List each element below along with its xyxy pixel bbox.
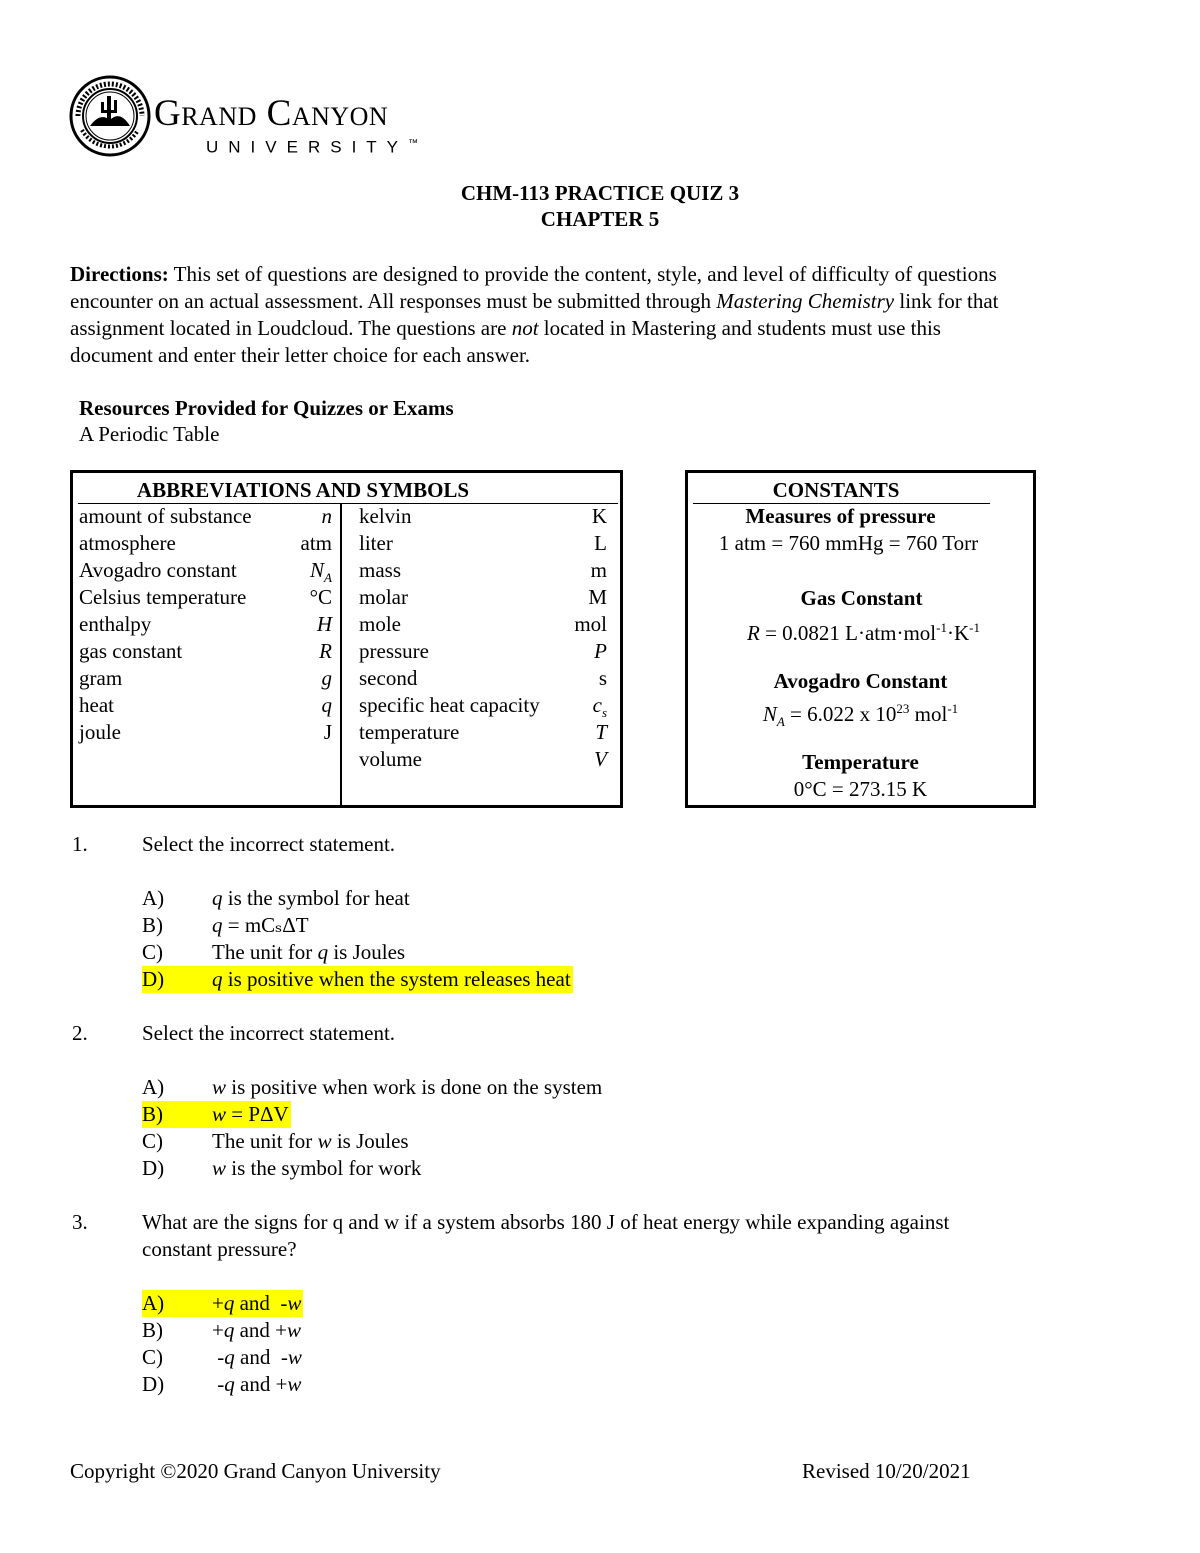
option-text: The unit for (212, 1129, 318, 1153)
footer-copyright: Copyright ©2020 Grand Canyon University (70, 1459, 441, 1483)
option-text: and - (234, 1345, 288, 1369)
abbreviation-symbol-text: atm (300, 531, 332, 555)
constants-table (685, 470, 1036, 808)
option-variable: q (212, 886, 223, 910)
temperature-value: 0°C = 273.15 K (793, 777, 928, 801)
option-text: is the symbol for work (226, 1156, 422, 1180)
abbreviation-name: pressure (359, 639, 429, 663)
abbreviation-symbol-subscript: s (601, 705, 607, 721)
abbreviation-symbol-text: H (316, 612, 332, 636)
directions (70, 261, 999, 369)
answer-option (142, 1371, 303, 1398)
footer-revised: Revised 10/20/2021 (802, 1459, 971, 1483)
abbreviation-symbol (319, 638, 332, 665)
option-sign: + (212, 1318, 224, 1342)
answer-option (142, 1155, 423, 1182)
abbreviation-name: amount of substance (79, 504, 252, 528)
abbreviation-symbol-text: N (310, 558, 325, 582)
abbreviation-symbol (591, 557, 607, 584)
option-text: and + (234, 1372, 288, 1396)
option-variable: q (212, 967, 223, 991)
abbreviation-symbol-text: T (595, 720, 607, 744)
abbreviation-symbol-text: m (590, 558, 607, 582)
abbreviation-symbol (322, 503, 333, 530)
abbreviation-symbol (594, 638, 607, 665)
option-variable: w (212, 1156, 227, 1180)
option-variable: q (317, 940, 329, 964)
abbreviation-symbol-text: q (321, 693, 332, 717)
abbreviation-name: volume (359, 747, 422, 771)
option-text: is Joules (331, 1129, 409, 1153)
question-number: 1. (72, 832, 88, 856)
directions-line-2: encounter on an actual assessment. All responses must be submitted through Mastering Chemistry link for that (70, 289, 999, 313)
option-text: is positive when the system releases heat (222, 967, 571, 991)
question-number: 3. (72, 1210, 88, 1234)
logo-wordmark: Grand Canyon (154, 93, 389, 134)
option-text: is the symbol for heat (222, 886, 410, 910)
abbreviation-symbol-text: s (598, 666, 607, 690)
answer-option-highlighted (142, 966, 573, 993)
abbreviation-name: second (359, 666, 418, 690)
option-variable: q (212, 913, 223, 937)
option-variable: q (224, 1345, 235, 1369)
abbreviation-symbol (592, 503, 607, 530)
abbreviation-symbol (317, 611, 332, 638)
abbreviation-symbol (301, 530, 333, 557)
option-text: is positive when work is done on the system (226, 1075, 603, 1099)
abbreviation-symbol-subscript: A (324, 570, 332, 586)
answer-option-highlighted (142, 1290, 303, 1317)
logo-university: UNIVERSITY™ (206, 137, 419, 157)
abbreviation-symbol-text: K (591, 504, 607, 528)
resources-heading: Resources Provided for Quizzes or Exams (79, 396, 454, 420)
option-letter: D) (142, 967, 165, 991)
abbreviation-symbol (595, 719, 607, 746)
abbreviation-row (79, 692, 332, 719)
option-letter: B) (142, 1102, 163, 1126)
abbreviation-row (359, 557, 607, 584)
abbreviation-name: atmosphere (79, 531, 176, 555)
answer-option (142, 1344, 304, 1371)
option-sign: - (212, 1345, 225, 1369)
option-letter: B) (142, 1318, 163, 1342)
abbreviation-row (359, 665, 607, 692)
abbreviation-name: specific heat capacity (359, 693, 540, 717)
option-letter: D) (142, 1372, 165, 1396)
answer-option-highlighted (142, 1101, 291, 1128)
abbreviation-symbol-text: V (594, 747, 607, 771)
option-variable: w (317, 1129, 332, 1153)
abbreviation-row (79, 638, 332, 665)
question-text-continued: constant pressure? (142, 1237, 297, 1261)
abbreviation-row (79, 719, 332, 746)
option-text: The unit for (212, 940, 318, 964)
option-text: and + (234, 1318, 288, 1342)
abbreviation-name: mass (359, 558, 401, 582)
abbreviation-symbol-text: R (319, 639, 332, 663)
option-letter: C) (142, 940, 163, 964)
option-variable: w (212, 1075, 227, 1099)
option-sign: - (212, 1372, 225, 1396)
abbreviation-symbol-text: g (321, 666, 332, 690)
resources-item: A Periodic Table (79, 422, 220, 446)
directions-line-4: document and enter their letter choice for each answer. (70, 343, 531, 367)
option-letter: B) (142, 913, 163, 937)
abbreviation-row (79, 665, 332, 692)
option-letter: A) (142, 1075, 165, 1099)
abbreviation-name: gas constant (79, 639, 183, 663)
abbreviation-name: kelvin (359, 504, 412, 528)
abbreviations-right-column (359, 503, 609, 773)
abbreviation-name: Celsius temperature (79, 585, 247, 609)
option-variable: w (287, 1291, 302, 1315)
abbreviation-symbol (588, 584, 607, 611)
answer-option (142, 1074, 604, 1101)
abbreviation-symbol-text: P (594, 639, 607, 663)
gas-constant-heading: Gas Constant (800, 586, 923, 610)
abbreviations-title: ABBREVIATIONS AND SYMBOLS (136, 478, 470, 502)
abbreviation-symbol (322, 665, 333, 692)
abbreviation-row (79, 584, 332, 611)
option-text: = PΔV (226, 1102, 289, 1126)
page-title: CHM-113 PRACTICE QUIZ 3 (460, 181, 740, 205)
option-letter: A) (142, 886, 165, 910)
abbreviation-row (79, 557, 332, 584)
pressure-value: 1 atm = 760 mmHg = 760 Torr (718, 531, 979, 555)
option-variable: w (287, 1318, 302, 1342)
answer-option (142, 939, 407, 966)
abbreviation-name: gram (79, 666, 123, 690)
chapter-heading: CHAPTER 5 (540, 207, 660, 231)
option-text: is Joules (328, 940, 406, 964)
abbreviation-name: liter (359, 531, 393, 555)
question-number: 2. (72, 1021, 88, 1045)
directions-line-1: Directions: This set of questions are designed to provide the content, style, and level of difficulty of questions (70, 262, 997, 286)
abbreviations-left-column (79, 503, 332, 746)
avogadro-heading: Avogadro Constant (773, 669, 948, 693)
abbreviation-symbol (310, 584, 332, 611)
option-text: = mCₛΔT (222, 913, 309, 937)
answer-option (142, 1128, 411, 1155)
option-letter: D) (142, 1156, 165, 1180)
gas-constant-value: R = 0.0821 $L\cdot atm\cdot mol^{-1}\cdot K^{-1}$ (746, 620, 980, 645)
pressure-heading: Measures of pressure (745, 504, 936, 528)
university-logo (68, 74, 438, 156)
abbreviation-symbol-text: °C (309, 585, 332, 609)
university-seal (68, 74, 152, 158)
question-text: What are the signs for q and w if a system absorbs 180 J of heat energy while expanding against (142, 1210, 950, 1234)
abbreviation-symbol-text: mol (574, 612, 607, 636)
abbreviations-table (70, 470, 623, 808)
abbreviation-symbol-text: L (594, 531, 607, 555)
abbreviation-row (359, 692, 607, 719)
constants-title: CONSTANTS (772, 478, 900, 502)
option-variable: q (223, 1291, 235, 1315)
abbreviation-row (359, 719, 607, 746)
abbreviation-row (359, 746, 607, 773)
abbreviation-row (359, 638, 607, 665)
abbreviation-name: temperature (359, 720, 460, 744)
abbreviation-symbol-text: c (592, 693, 602, 717)
abbreviation-name: heat (79, 693, 114, 717)
abbreviation-symbol (594, 530, 607, 557)
answer-option (142, 1317, 303, 1344)
abbreviation-name: Avogadro constant (79, 558, 237, 582)
abbreviation-name: molar (359, 585, 408, 609)
temperature-heading: Temperature (802, 750, 919, 774)
abbreviation-row (79, 530, 332, 557)
question-text: Select the incorrect statement. (142, 832, 396, 856)
abbreviation-symbol (324, 719, 332, 746)
option-letter: C) (142, 1345, 163, 1369)
option-text: and - (234, 1291, 288, 1315)
option-variable: w (212, 1102, 227, 1126)
abbreviation-row (359, 503, 607, 530)
abbreviation-row (79, 503, 332, 530)
abbreviation-symbol (599, 665, 607, 692)
abbreviation-symbol (594, 746, 607, 773)
option-sign: + (212, 1291, 224, 1315)
abbreviation-symbol (574, 611, 607, 638)
abbreviation-name: mole (359, 612, 401, 636)
answer-option (142, 912, 311, 939)
option-variable: w (287, 1372, 302, 1396)
option-letter: C) (142, 1129, 163, 1153)
abbreviation-row (359, 611, 607, 638)
question-text: Select the incorrect statement. (142, 1021, 396, 1045)
abbreviation-symbol (322, 692, 333, 719)
avogadro-value: $N_A = 6.022$ x $10^{23}$ mol$^{-1}$ (762, 701, 959, 730)
abbreviation-symbol-text: M (588, 585, 607, 609)
directions-line-3: assignment located in Loudcloud. The questions are not located in Mastering and students must use this (70, 316, 941, 340)
abbreviation-row (79, 611, 332, 638)
abbreviation-row (359, 530, 607, 557)
answer-option (142, 885, 412, 912)
option-variable: q (223, 1318, 235, 1342)
option-variable: w (287, 1345, 302, 1369)
option-variable: q (224, 1372, 235, 1396)
option-letter: A) (142, 1291, 165, 1315)
abbreviation-name: joule (79, 720, 121, 744)
abbreviation-symbol-text: n (321, 504, 332, 528)
abbreviations-divider (340, 503, 342, 805)
abbreviation-row (359, 584, 607, 611)
abbreviation-symbol-text: J (323, 720, 332, 744)
abbreviation-name: enthalpy (79, 612, 152, 636)
